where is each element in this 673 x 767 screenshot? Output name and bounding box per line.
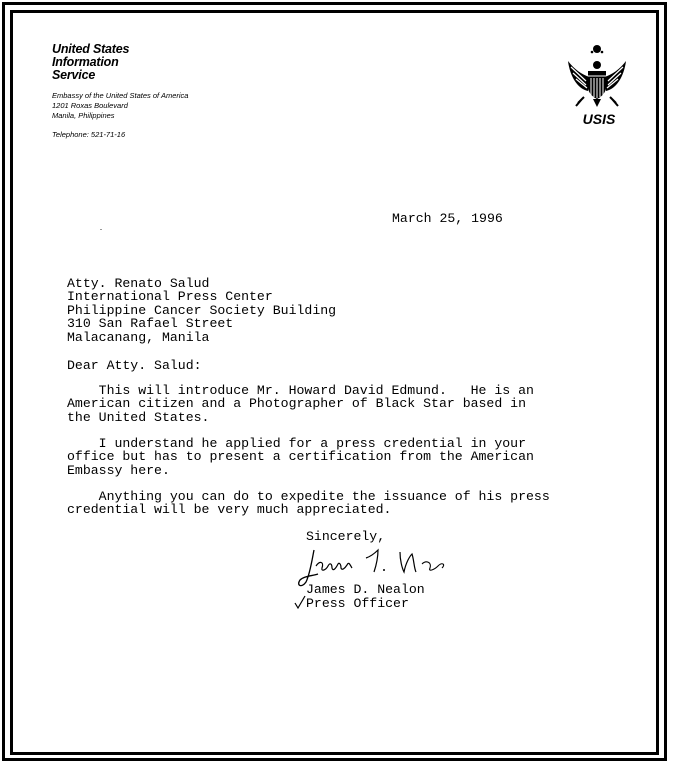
signer-title: Press Officer [306, 596, 409, 611]
body-paragraph: This will introduce Mr. Howard David Edmund. He is an American citizen and a Photographer of Black Star based in the United States. [67, 383, 534, 425]
letterhead [52, 43, 188, 140]
body-paragraph: Anything you can do to expedite the issuance of his press credential will be very much appreciated. [67, 489, 550, 518]
salutation: Dear Atty. Salud: [67, 358, 202, 373]
usis-label: USIS [582, 111, 616, 127]
telephone: Telephone: 521-71-16 [52, 130, 126, 139]
recipient-address: Atty. Renato Salud International Press Center Philippine Cancer Society Building 310 San Rafael Street Malacanang, Manila [67, 276, 337, 345]
closing: Sincerely, [306, 529, 386, 544]
signer-name: James D. Nealon [306, 582, 425, 597]
letter-date: March 25, 1996 [392, 211, 503, 226]
scan-speck [100, 229, 102, 230]
agency-name: United States Information Service [52, 42, 130, 82]
checkmark-icon [293, 594, 307, 610]
body-paragraph: I understand he applied for a press credential in your office but has to present a certification from the American Embassy here. [67, 436, 534, 478]
embassy-address: Embassy of the United States of America 1201 Roxas Boulevard Manila, Philippines [52, 91, 189, 120]
